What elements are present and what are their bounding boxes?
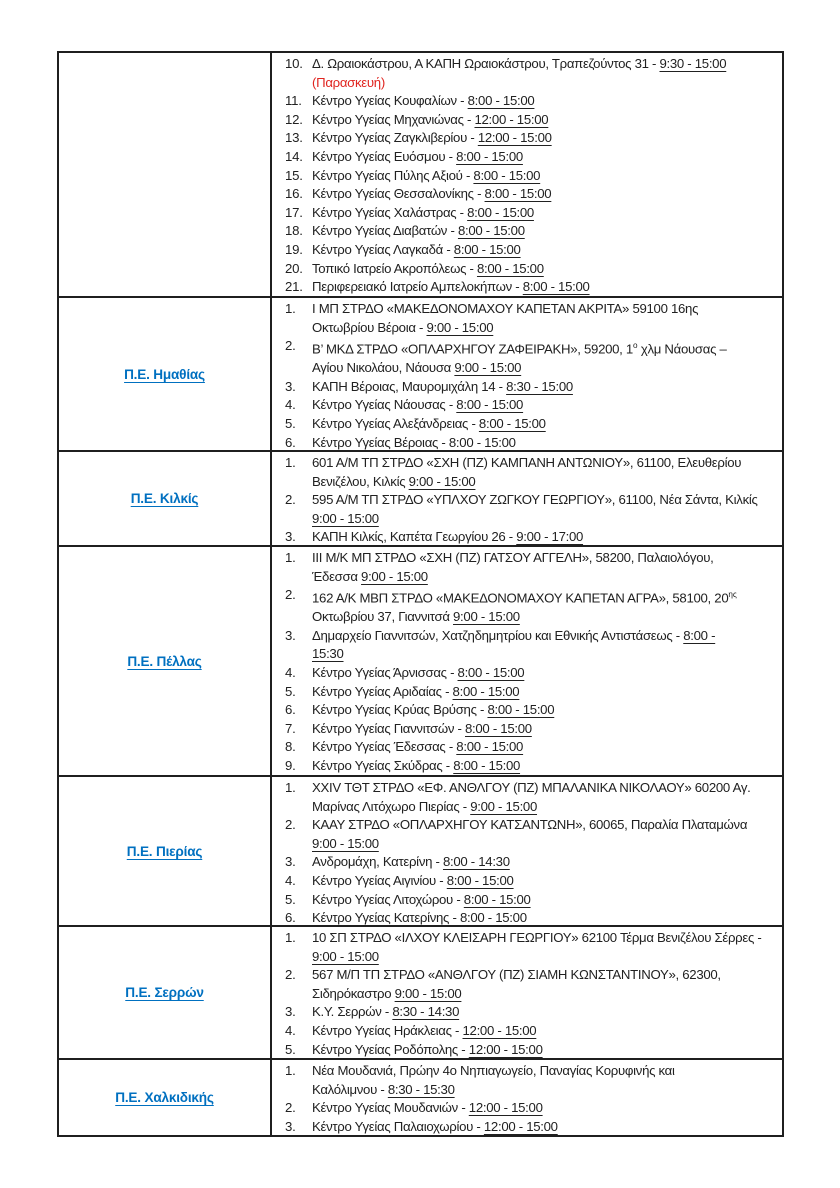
location-text: Κέντρο Υγείας Σκύδρας -	[312, 757, 454, 773]
items-cell	[272, 1060, 782, 1135]
list-item	[285, 55, 776, 92]
list-item	[285, 111, 776, 130]
list-item	[285, 396, 776, 415]
table-row	[59, 296, 782, 450]
location-text: Κέντρο Υγείας Άρνισσας -	[312, 664, 458, 680]
location-text: Έδεσσα	[312, 568, 362, 584]
time-range: 9:30 - 15:00	[659, 56, 727, 71]
item-number: 5.	[285, 415, 296, 431]
time-range: 8:00 - 15:00	[453, 241, 521, 257]
location-text: XXIV ΤΘΤ ΣΤΡΔΟ «ΕΦ. ΑΝΘΛΓΟΥ (ΠΖ) ΜΠΑΛΑΝΙΚΑ ΝΙΚΟΛΑΟΥ» 60200 Αγ.	[312, 780, 751, 795]
time-range: 9:00 - 15:00	[394, 985, 462, 1001]
item-text	[312, 664, 776, 683]
list-item	[285, 549, 776, 586]
item-text	[312, 1022, 776, 1041]
table-row	[59, 53, 782, 296]
item-number: 4.	[285, 1022, 296, 1038]
location-text: Δ. Ωραιοκάστρου, Α ΚΑΠΗ Ωραιοκάστρου, Τραπεζούντος 31 -	[312, 56, 660, 71]
item-text	[312, 909, 776, 925]
list-item	[285, 683, 776, 702]
item-text	[312, 779, 776, 816]
item-text	[312, 528, 776, 545]
item-text	[312, 1041, 776, 1058]
location-text: Κέντρο Υγείας Μηχανιώνας -	[312, 111, 475, 127]
item-text	[312, 701, 776, 720]
item-number: 2.	[285, 1100, 296, 1116]
list-item	[285, 738, 776, 757]
item-text	[312, 55, 776, 92]
location-text: Κέντρο Υγείας Ευόσμου -	[312, 148, 457, 164]
item-number: 2.	[285, 338, 296, 354]
item-number: 4.	[285, 872, 296, 888]
list-item	[285, 300, 776, 337]
item-number: 1.	[285, 780, 296, 795]
location-text: Κέντρο Υγείας Μουδανιών -	[312, 1100, 469, 1116]
time-range: 12:00 - 15:00	[468, 1100, 543, 1116]
list-item	[285, 816, 776, 853]
list-item	[285, 1003, 776, 1022]
time-range: 8:00 - 15:00	[465, 720, 532, 736]
list-item	[285, 222, 776, 241]
item-number: 12.	[285, 111, 303, 127]
items-cell	[272, 927, 782, 1058]
time-range: 8:00 - 15:00	[478, 415, 546, 431]
item-number: 4.	[285, 664, 296, 680]
list-item	[285, 664, 776, 683]
location-text: Νέα Μουδανιά, Πρώην 4ο Νηπιαγωγείο, Παναγίας Κορυφινής και	[312, 1063, 675, 1078]
region-label: Π.Ε. Ημαθίας	[124, 366, 205, 382]
location-text: 601 Α/Μ ΤΠ ΣΤΡΔΟ «ΣΧΗ (ΠΖ) ΚΑΜΠΑΝΗ ΑΝΤΩΝΙΟΥ», 61100, Ελευθερίου	[312, 455, 742, 470]
time-range: 12:00 - 15:00	[477, 130, 552, 146]
item-number: 5.	[285, 683, 296, 699]
region-cell	[59, 1060, 272, 1135]
item-number: 2.	[285, 492, 296, 508]
list-item	[285, 337, 776, 378]
item-text	[312, 204, 776, 223]
list-item	[285, 185, 776, 204]
time-range: 9:00 - 15:00	[470, 798, 538, 814]
list-item	[285, 454, 776, 491]
region-cell	[59, 452, 272, 545]
item-number: 9.	[285, 757, 296, 773]
location-text: Κέντρο Υγείας Λαγκαδά -	[312, 241, 454, 257]
location-text: Βενιζέλου, Κιλκίς	[312, 473, 409, 489]
item-text	[312, 491, 776, 528]
item-text	[312, 260, 776, 279]
item-text	[312, 111, 776, 130]
items-cell	[272, 298, 782, 450]
list-item	[285, 627, 776, 664]
time-range: 9:00 - 15:00	[454, 360, 522, 376]
list-item	[285, 378, 776, 397]
list-item	[285, 757, 776, 775]
time-range: 9:00 - 15:00	[312, 835, 379, 851]
item-text	[312, 872, 776, 891]
location-text: 162 Α/Κ ΜΒΠ ΣΤΡΔΟ «ΜΑΚΕΔΟΝΟΜΑΧΟΥ ΚΑΠΕΤΑΝ ΑΓΡΑ», 58100, 20	[312, 590, 729, 606]
region-cell	[59, 777, 272, 925]
item-text	[312, 378, 776, 397]
item-number: 3.	[285, 378, 296, 394]
list-item	[285, 779, 776, 816]
time-range: 9:00 - 15:00	[426, 319, 494, 335]
item-number: 3.	[285, 1004, 296, 1020]
time-range: 9:00 - 15:00	[408, 473, 476, 489]
location-text: Κέντρο Υγείας Λιτοχώρου -	[312, 891, 464, 907]
time-range: 9:00 - 15:00	[312, 948, 379, 964]
list-item	[285, 148, 776, 167]
location-text: 595 Α/Μ ΤΠ ΣΤΡΔΟ «ΥΠΛΧΟΥ ΖΩΓΚΟΥ ΓΕΩΡΓΙΟΥ», 61100, Νέα Σάντα, Κιλκίς	[312, 492, 758, 508]
list-item	[285, 966, 776, 1003]
list-item	[285, 586, 776, 627]
time-range: 8:00 - 15:00	[456, 739, 524, 755]
item-text	[312, 586, 776, 627]
location-text: Αγίου Νικολάου, Νάουσα	[312, 360, 455, 376]
time-range: 12:00 - 15:00	[462, 1022, 537, 1038]
time-range: 8:00 - 15:00	[457, 664, 525, 680]
item-number: 4.	[285, 397, 296, 413]
time-range: 9:00 - 15:00	[312, 510, 379, 526]
item-number: 7.	[285, 720, 296, 736]
item-number: 13.	[285, 130, 303, 146]
item-number: 1.	[285, 1063, 296, 1078]
location-text: Σιδηρόκαστρο	[312, 985, 395, 1001]
location-text: Ανδρομάχη, Κατερίνη -	[312, 854, 443, 870]
time-range: 9:00 - 17:00	[516, 529, 584, 545]
location-text: Περιφερειακό Ιατρείο Αμπελοκήπων -	[312, 279, 523, 295]
list-item	[285, 891, 776, 910]
time-range: 9:00 - 15:00	[453, 609, 520, 625]
item-text	[312, 1003, 776, 1022]
item-text	[312, 853, 776, 872]
item-number: 18.	[285, 223, 303, 239]
location-text: Κέντρο Υγείας Αιγινίου -	[312, 872, 447, 888]
time-range: 8:00 - 15:00	[453, 757, 521, 773]
items-cell	[272, 547, 782, 775]
item-number: 17.	[285, 204, 303, 220]
location-text: Κέντρο Υγείας Αλεξάνδρειας -	[312, 415, 479, 431]
list-item	[285, 1041, 776, 1058]
time-range: 8:00 - 15:00	[448, 434, 516, 450]
region-cell	[59, 298, 272, 450]
time-range: 8:00 - 15:00	[484, 186, 552, 202]
item-text	[312, 683, 776, 702]
item-text	[312, 92, 776, 111]
item-number: 19.	[285, 241, 303, 257]
location-text: Οκτωβρίου Βέροια -	[312, 319, 427, 335]
location-text: Κέντρο Υγείας Κουφαλίων -	[312, 93, 468, 109]
location-text: Καλόλιμνου -	[312, 1081, 388, 1097]
time-range: 9:00 - 15:00	[361, 568, 428, 584]
time-range: 8:00 - 15:00	[456, 148, 523, 164]
region-label: Π.Ε. Πέλλας	[127, 653, 202, 669]
location-text: Ι ΜΠ ΣΤΡΔΟ «ΜΑΚΕΔΟΝΟΜΑΧΟΥ ΚΑΠΕΤΑΝ ΑΚΡΙΤΑ» 59100 16ης	[312, 301, 699, 316]
item-number: 6.	[285, 702, 296, 718]
item-number: 6.	[285, 910, 296, 925]
item-number: 5.	[285, 891, 296, 907]
item-text	[312, 720, 776, 739]
time-range: 8:00 - 15:00	[473, 167, 541, 183]
list-item	[285, 434, 776, 450]
location-text: Κέντρο Υγείας Χαλάστρας -	[312, 204, 468, 220]
location-text: Κέντρο Υγείας Αριδαίας -	[312, 683, 453, 699]
item-number: 5.	[285, 1041, 296, 1057]
list-item	[285, 92, 776, 111]
item-text	[312, 396, 776, 415]
table-row	[59, 450, 782, 545]
item-text	[312, 300, 776, 337]
time-range: 8:00 - 15:00	[452, 683, 520, 699]
item-text	[312, 167, 776, 186]
list-item	[285, 720, 776, 739]
region-label: Π.Ε. Σερρών	[125, 985, 204, 1000]
item-text	[312, 929, 776, 966]
weekday-note: (Παρασκευή)	[312, 74, 385, 90]
item-number: 21.	[285, 279, 303, 295]
item-text	[312, 627, 776, 664]
time-range: 12:00 - 15:00	[483, 1118, 558, 1134]
item-number: 1.	[285, 455, 296, 470]
item-text	[312, 1062, 776, 1099]
location-text: 10 ΣΠ ΣΤΡΔΟ «ΙΛΧΟΥ ΚΛΕΙΣΑΡΗ ΓΕΩΡΓΙΟΥ» 62100 Τέρμα Βενιζέλου Σέρρες -	[312, 930, 762, 945]
time-range: 8:00 - 14:30	[442, 854, 510, 870]
location-text: ΚΑΠΗ Κιλκίς, Καπέτα Γεωργίου 26 -	[312, 529, 517, 545]
list-item	[285, 701, 776, 720]
time-range: 8:00 - 15:00	[456, 397, 524, 413]
item-number: 15.	[285, 167, 303, 183]
location-text: Κ.Υ. Σερρών -	[312, 1004, 393, 1020]
region-cell	[59, 927, 272, 1058]
item-number: 3.	[285, 529, 296, 545]
list-item	[285, 278, 776, 296]
time-range: 8:00 - 15:00	[459, 910, 527, 925]
items-cell	[272, 777, 782, 925]
region-cell	[59, 547, 272, 775]
item-number: 14.	[285, 148, 303, 164]
location-text: Κέντρο Υγείας Έδεσσας -	[312, 739, 457, 755]
list-item	[285, 241, 776, 260]
location-text: Δημαρχείο Γιαννιτσών, Χατζηδημητρίου και Εθνικής Αντιστάσεως -	[312, 627, 684, 643]
item-text	[312, 434, 776, 450]
item-text	[312, 1118, 776, 1135]
time-range: 8:30 - 14:30	[392, 1004, 460, 1020]
region-cell	[59, 53, 272, 296]
list-item	[285, 872, 776, 891]
item-text	[312, 415, 776, 434]
list-item	[285, 129, 776, 148]
items-cell	[272, 452, 782, 545]
item-number: 1.	[285, 550, 296, 565]
region-label: Π.Ε. Κιλκίς	[130, 491, 199, 506]
item-text	[312, 891, 776, 910]
item-text	[312, 549, 776, 586]
list-item	[285, 528, 776, 545]
list-item	[285, 167, 776, 186]
item-text	[312, 241, 776, 260]
item-number: 3.	[285, 1118, 296, 1134]
time-range: 8:00 - 15:00	[446, 872, 514, 888]
location-text: Κέντρο Υγείας Κρύας Βρύσης -	[312, 702, 488, 718]
location-text: ΚΑΠΗ Βέροιας, Μαυρομιχάλη 14 -	[312, 378, 507, 394]
item-text	[312, 129, 776, 148]
location-text: 567 Μ/Π ΤΠ ΣΤΡΔΟ «ΑΝΘΛΓΟΥ (ΠΖ) ΣΙΑΜΗ ΚΩΝΣΤΑΝΤΙΝΟΥ», 62300,	[312, 967, 721, 983]
location-text: ΙΙΙ Μ/Κ ΜΠ ΣΤΡΔΟ «ΣΧΗ (ΠΖ) ΓΑΤΣΟΥ ΑΓΓΕΛΗ», 58200, Παλαιολόγου,	[312, 550, 714, 565]
time-range: 8:00 - 15:00	[467, 204, 534, 220]
location-text: Κέντρο Υγείας Βέροιας -	[312, 434, 449, 450]
item-text	[312, 738, 776, 757]
item-number: 8.	[285, 739, 296, 755]
location-text: Κέντρο Υγείας Ζαγκλιβερίου -	[312, 130, 478, 146]
item-number: 3.	[285, 627, 296, 643]
table-row	[59, 1058, 782, 1135]
item-number: 1.	[285, 301, 296, 316]
time-range: 15:30	[312, 646, 344, 662]
time-range: 8:30 - 15:00	[506, 378, 573, 394]
item-number: 11.	[285, 93, 302, 109]
table-row	[59, 775, 782, 925]
time-range: 12:00 - 15:00	[468, 1041, 543, 1057]
item-number: 2.	[285, 587, 296, 603]
table-row	[59, 925, 782, 1058]
item-text	[312, 337, 776, 378]
location-text: Β’ ΜΚΔ ΣΤΡΔΟ «ΟΠΛΑΡΧΗΓΟΥ ΖΑΦΕΙΡΑΚΗ», 59200, 1	[312, 341, 633, 357]
location-text: Κέντρο Υγείας Διαβατών -	[312, 223, 458, 239]
time-range: 8:30 - 15:30	[387, 1081, 455, 1097]
item-text	[312, 185, 776, 204]
item-number: 10.	[285, 56, 303, 71]
list-item	[285, 909, 776, 925]
location-text: Κέντρο Υγείας Παλαιοχωρίου -	[312, 1118, 484, 1134]
time-range: 8:00 - 15:00	[476, 260, 544, 276]
time-range: 8:00 - 15:00	[457, 223, 525, 239]
list-item	[285, 1099, 776, 1118]
item-text	[312, 148, 776, 167]
location-text: Κέντρο Υγείας Γιαννιτσών -	[312, 720, 465, 736]
region-label: Π.Ε. Πιερίας	[126, 843, 203, 859]
item-number: 2.	[285, 967, 296, 983]
item-text	[312, 816, 776, 853]
list-item	[285, 853, 776, 872]
location-text: Κέντρο Υγείας Ροδόπολης -	[312, 1041, 469, 1057]
time-range: 12:00 - 15:00	[474, 111, 549, 127]
location-text: Κέντρο Υγείας Νάουσας -	[312, 397, 457, 413]
items-cell	[272, 53, 782, 296]
list-item	[285, 260, 776, 279]
item-text	[312, 966, 776, 1003]
time-range: 8:00 - 15:00	[522, 279, 590, 295]
list-item	[285, 929, 776, 966]
location-text: Κέντρο Υγείας Θεσσαλονίκης -	[312, 186, 485, 202]
list-item	[285, 204, 776, 223]
item-number: 3.	[285, 854, 296, 870]
location-text: Κέντρο Υγείας Πύλης Αξιού -	[312, 167, 474, 183]
location-text: Τοπικό Ιατρείο Ακροπόλεως -	[312, 260, 477, 276]
location-text: χλμ Νάουσας –	[637, 341, 727, 357]
list-item	[285, 1022, 776, 1041]
item-text	[312, 454, 776, 491]
time-range: 8:00 - 15:00	[487, 702, 555, 718]
item-text	[312, 757, 776, 775]
item-number: 6.	[285, 434, 296, 450]
location-text: Οκτωβρίου 37, Γιαννιτσά	[312, 609, 454, 625]
time-range: 8:00 - 15:00	[463, 891, 531, 907]
time-range: 8:00 -	[683, 627, 716, 643]
table-row	[59, 545, 782, 775]
location-text: Μαρίνας Λιτόχωρο Πιερίας -	[312, 798, 471, 814]
time-range: 8:00 - 15:00	[467, 93, 535, 109]
list-item	[285, 1062, 776, 1099]
location-text: ΚΑΑΥ ΣΤΡΔΟ «ΟΠΛΑΡΧΗΓΟΥ ΚΑΤΣΑΝΤΩΝΗ», 60065, Παραλία Πλαταμώνα	[312, 817, 748, 833]
item-text	[312, 1099, 776, 1118]
location-text: ο	[632, 341, 638, 351]
item-text	[312, 222, 776, 241]
availability-table	[57, 51, 784, 1137]
list-item	[285, 491, 776, 528]
region-label: Π.Ε. Χαλκιδικής	[115, 1090, 214, 1105]
item-number: 2.	[285, 817, 296, 833]
item-number: 16.	[285, 186, 303, 202]
item-number: 1.	[285, 930, 296, 945]
item-text	[312, 278, 776, 296]
location-text: ης	[728, 590, 737, 600]
location-text: Κέντρο Υγείας Ηράκλειας -	[312, 1022, 463, 1038]
item-number: 20.	[285, 260, 303, 276]
list-item	[285, 1118, 776, 1135]
list-item	[285, 415, 776, 434]
location-text: Κέντρο Υγείας Κατερίνης -	[312, 910, 460, 925]
